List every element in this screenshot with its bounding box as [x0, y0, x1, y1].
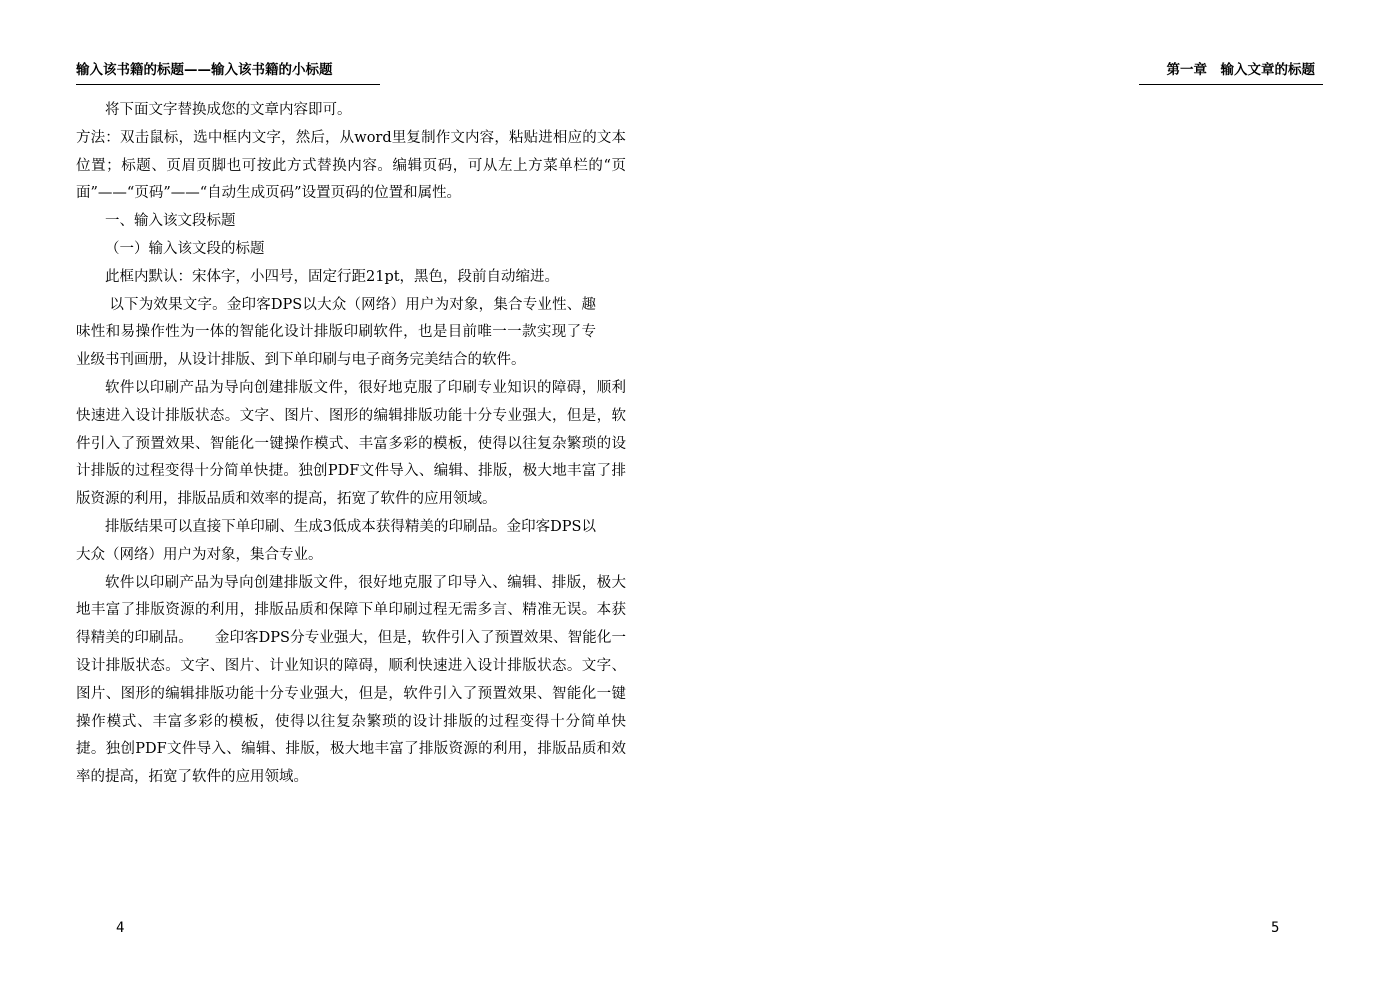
left-page-body [76, 97, 626, 792]
body-paragraph-4: 软件以印刷产品为导向创建排版文件，很好地克服了印导入、编辑、排版，极大地丰富了排版资源的利用，排版品质和保障下单印刷过程无需多言、精准无误。本获得精美的印刷品。 金印客DPS分专业强大，但是，软件引入了预置效果、智能化一设计排版状态。文字、图片、计业知识的障碍，顺利快速进入设计排版状态。文字、图片、图形的编辑排版功能十分专业强大，但是，软件引入了预置效果、智能化一键操作模式、丰富多彩的模板，使得以往复杂繁琐的设计排版的过程变得十分简单快捷。独创PDF文件导入、编辑、排版，极大地丰富了排版资源的利用，排版品质和效率的提高，拓宽了软件的应用领域。 [76, 574, 626, 786]
intro-paragraph: 将下面文字替换成您的文章内容即可。 [105, 102, 352, 118]
book-title-header: 输入该书籍的标题——输入该书籍的小标题 [76, 62, 333, 78]
body-paragraph-1: 以下为效果文字。金印客DPS以大众（网络）用户为对象，集合专业性、趣味性和易操作性为一体的智能化设计排版印刷软件，也是目前唯一一款实现了专业级书刊画册，从设计排版、到下单印刷与电子商务完美结合的软件。 [76, 296, 596, 369]
page-number-left: 4 [116, 920, 125, 936]
method-paragraph: 方法：双击鼠标，选中框内文字，然后，从word里复制作文内容，粘贴进相应的文本位置；标题、页眉页脚也可按此方式替换内容。编辑页码，可从左上方菜单栏的“页面”——“页码”——“自动生成页码”设置页码的位置和属性。 [76, 129, 626, 202]
running-header-left [76, 61, 380, 85]
running-header-right [1139, 61, 1323, 85]
default-style-paragraph: 此框内默认：宋体字，小四号，固定行距21pt，黑色，段前自动缩进。 [105, 268, 560, 285]
chapter-title-header: 第一章 输入文章的标题 [1166, 62, 1315, 78]
body-paragraph-2: 软件以印刷产品为导向创建排版文件，很好地克服了印刷专业知识的障碍，顺利快速进入设计排版状态。文字、图片、图形的编辑排版功能十分专业强大，但是，软件引入了预置效果、智能化一键操作模式、丰富多彩的模板，使得以往复杂繁琐的设计排版的过程变得十分简单快捷。独创PDF文件导入、编辑、排版，极大地丰富了排版资源的利用，排版品质和效率的提高，拓宽了软件的应用领域。 [76, 379, 626, 508]
subsection-heading: （一）输入该文段的标题 [105, 240, 265, 257]
page-number-right: 5 [1271, 920, 1280, 936]
right-page [699, 0, 1398, 982]
section-heading: 一、输入该文段标题 [105, 213, 236, 230]
body-paragraph-3: 排版结果可以直接下单印刷、生成3低成本获得精美的印刷品。金印客DPS以大众（网络）用户为对象，集合专业。 [76, 518, 596, 563]
